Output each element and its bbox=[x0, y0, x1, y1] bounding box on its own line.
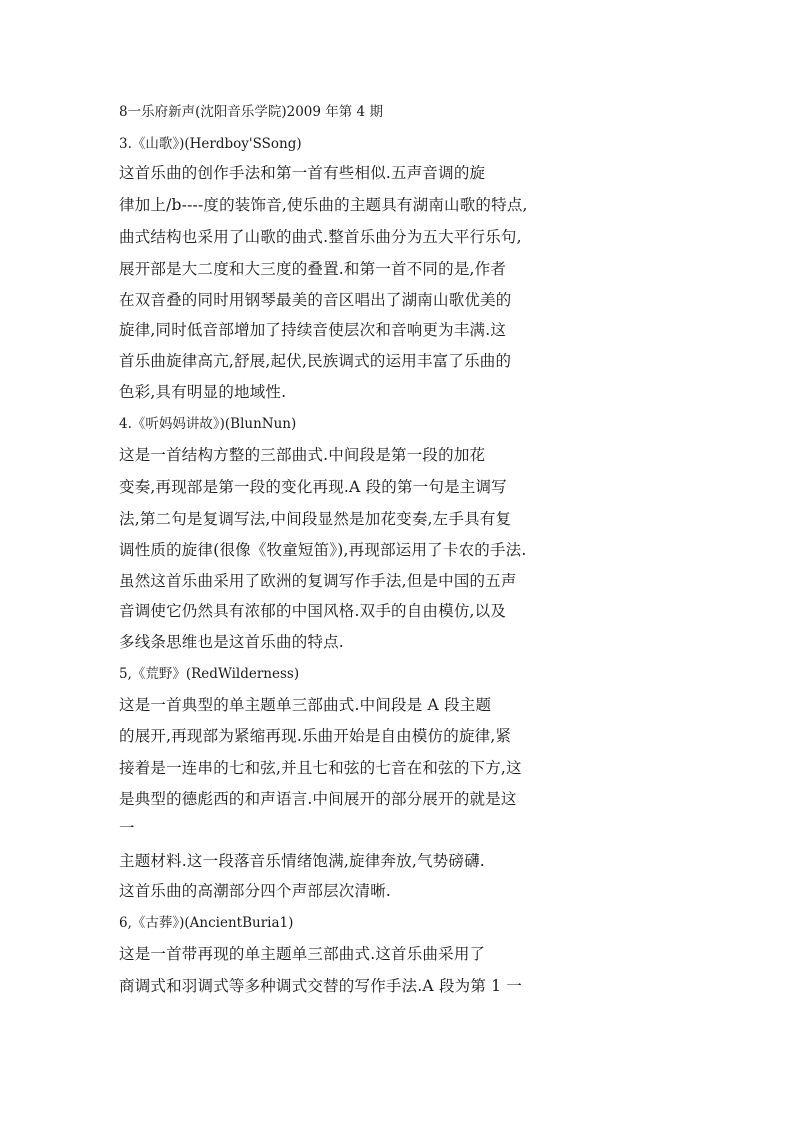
text-line: 商调式和羽调式等多种调式交替的写作手法.A 段为第 1 一 bbox=[119, 977, 523, 995]
text-line: 变奏,再现部是第一段的变化再现.A 段的第一句是主调写 bbox=[119, 478, 507, 496]
text-line: 法,第二句是复调写法,中间段显然是加花变奏,左手具有复 bbox=[119, 510, 512, 528]
text-line: 这首乐曲的高潮部分四个声部层次清晰. bbox=[119, 882, 392, 900]
text-line: 音调使它仍然具有浓郁的中国风格.双手的自由模仿,以及 bbox=[119, 602, 507, 620]
text-line: 首乐曲旋律高亢,舒展,起伏,民族调式的运用丰富了乐曲的 bbox=[119, 352, 512, 370]
text-line: 主题材料.这一段落音乐情绪饱满,旋律奔放,气势磅礴. bbox=[119, 852, 485, 870]
section-heading: 3.《山歌》)(Herdboy'SSong) bbox=[119, 136, 302, 152]
text-line: 在双音叠的同时用钢琴最美的音区唱出了湖南山歌优美的 bbox=[119, 291, 512, 309]
text-line: 是典型的德彪西的和声语言.中间展开的部分展开的就是这 bbox=[119, 790, 517, 808]
text-line: 多线条思维也是这首乐曲的特点. bbox=[119, 633, 344, 651]
text-line: 色彩,具有明显的地域性. bbox=[119, 383, 287, 401]
text-line: 旋律,同时低音部增加了持续音使层次和音响更为丰满.这 bbox=[119, 321, 507, 339]
text-line: 这是一首典型的单主题单三部曲式.中间段是 A 段主题 bbox=[119, 696, 492, 714]
text-line: 曲式结构也采用了山歌的曲式.整首乐曲分为五大平行乐句, bbox=[119, 228, 522, 246]
text-line: 的展开,再现部为紧缩再现.乐曲开始是自由模仿的旋律,紧 bbox=[119, 727, 512, 745]
text-line: 接着是一连串的七和弦,并且七和弦的七音在和弦的下方,这 bbox=[119, 759, 522, 777]
page-header: 8一乐府新声(沈阳音乐学院)2009 年第 4 期 bbox=[119, 104, 383, 120]
text-line: 调性质的旋律(很像《牧童短笛》),再现部运用了卡农的手法. bbox=[119, 541, 527, 559]
text-line: 律加上/b----度的装饰音,使乐曲的主题具有湖南山歌的特点, bbox=[119, 196, 528, 214]
text-line: 这是一首带再现的单主题单三部曲式.这首乐曲采用了 bbox=[119, 945, 486, 963]
text-line: 一 bbox=[119, 819, 135, 837]
text-line: 这是一首结构方整的三部曲式.中间段是第一段的加花 bbox=[119, 446, 486, 464]
text-line: 展开部是大二度和大三度的叠置.和第一首不同的是,作者 bbox=[119, 260, 507, 278]
section-heading: 5,《荒野》(RedWilderness) bbox=[119, 666, 300, 682]
section-heading: 6,《古葬》)(AncientBuria1) bbox=[119, 915, 294, 931]
text-line: 虽然这首乐曲采用了欧洲的复调写作手法,但是中国的五声 bbox=[119, 572, 517, 590]
text-line: 这首乐曲的创作手法和第一首有些相似.五声音调的旋 bbox=[119, 164, 486, 182]
section-heading: 4.《听妈妈讲故》)(BlunNun) bbox=[119, 416, 297, 432]
